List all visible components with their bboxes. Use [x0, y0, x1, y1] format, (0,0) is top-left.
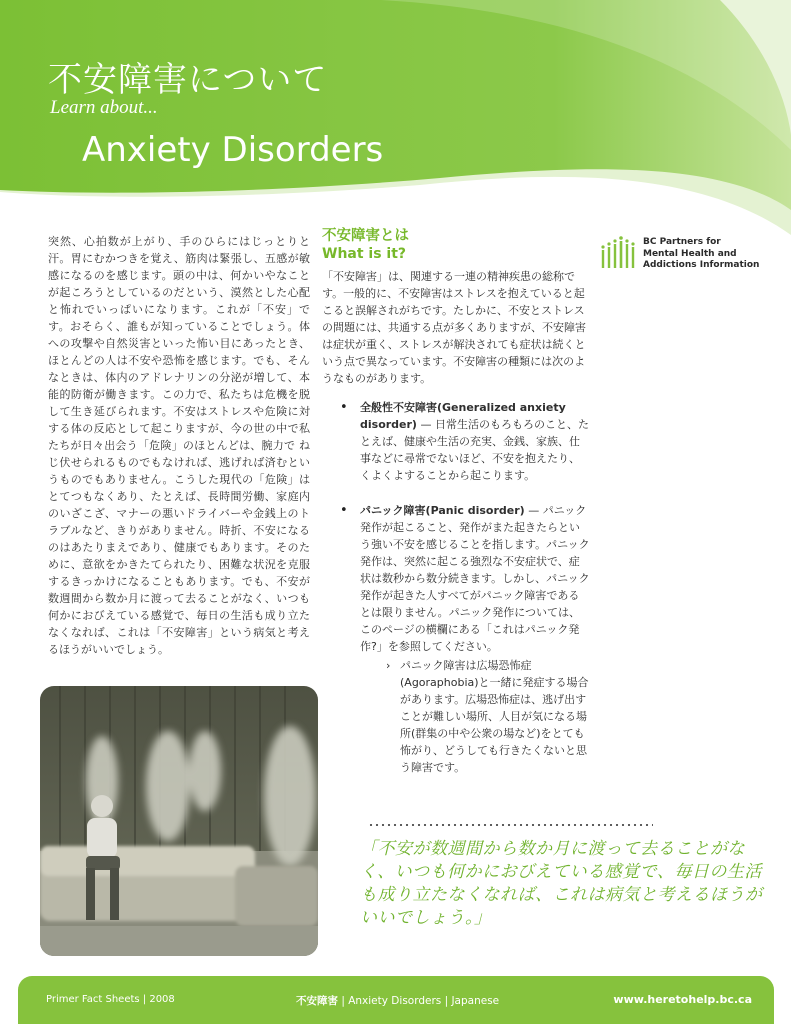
title-english: Anxiety Disorders	[82, 130, 384, 170]
disorder-list	[322, 399, 590, 776]
sub-list-item	[386, 657, 590, 776]
sub-item-text: パニック障害は広場恐怖症(Agoraphobia)と一緒に発症する場合があります。広場恐怖症は、逃げ出すことが難しい場所、人目が気になる場所(群集の中や公衆の場など)をとても怖がり、どうしても行きたくないと思う障害です。	[400, 659, 589, 774]
photo-blurred-crowd-seated-man	[40, 686, 318, 956]
photo-illustration	[40, 686, 318, 956]
bullet-term: パニック障害(Panic disorder)	[360, 504, 525, 517]
bc-partners-logo	[600, 233, 770, 273]
quote-divider	[368, 824, 653, 826]
section-title-japanese: 不安障害とは	[322, 227, 409, 244]
title-japanese: 不安障害について	[48, 60, 328, 100]
section-paragraph: 「不安障害」は、関連する一連の精神疾患の総称です。一般的に、不安障害はストレスを抱えていると起こると誤解されがちです。たしかに、不安とストレスの問題には、共通する点が多くありますが、不安障害は症状が重く、ストレスが解決されても症状は続くという点で異なっています。不安障害の種類には次のようなものがあります。	[322, 270, 586, 385]
people-figures-icon	[600, 233, 640, 273]
footer-series-label: Primer Fact Sheets | 2008	[46, 994, 175, 1005]
bullet-term: 全般性不安障害(Generalized anxiety disorder)	[360, 401, 566, 431]
pull-quote: 「不安が数週間から数か月に渡って去ることがなく、いつも何かにおびえている感覚で、毎日の生活も成り立たなくなれば、これは病気と考えるほうがいいでしょう。」	[360, 839, 763, 928]
learn-about-label: Learn about...	[50, 97, 158, 118]
bullet-desc: — パニック発作が起こること、発作がまた起きたらという強い不安を感じることを指します。パニック発作は、突然に起こる強烈な不安症状で、症状は数秒から数分続きます。しかし、パニック発作が起きた人すべてがパニック障害であるとは限りません。パニック発作については、このページの横欄にある「これはパニック発作?」を参照してください。	[360, 504, 590, 653]
list-item	[322, 399, 590, 484]
bullet-desc: — 日常生活のもろもろのこと、たとえば、健康や生活の充実、金銭、家族、仕事などに尋常でないほど、不安を抱えたり、くよくよすることから起こります。	[360, 418, 589, 482]
section-title-english: What is it?	[322, 246, 407, 262]
header-banner	[0, 0, 791, 240]
footer-bar	[18, 976, 774, 1024]
intro-paragraph: 突然、心拍数が上がり、手のひらにはじっとりと汗。胃にむかつきを覚え、筋肉は緊張し、五感が敏感になるのを感じます。頭の中は、何かいやなことが起ころうとしているのだという、漠然とした心配と怖れでいっぱいになります。これが「不安」です。おそらく、誰もが知っていることでしょう。体への攻撃や自然災害といった怖い目にあったとき、ほとんどの人は不安や恐怖を感じます。でも、そんなときは、体内のアドレナリンの分泌が増して、本能的防衛が働きます。この力で、私たちは危機を脱して生き延びられます。不安はストレスや危険に対する体の反応として起こりますが、今の世の中で私たちが日々出会う「危険」のほとんどは、腕力で ねじ伏せられるものでもなければ、逃げれば済むというものでもありません。こうした現代の「危険」はとてつもなくあり、たとえば、長時間労働、家庭内のいざこざ、マナーの悪いドライバーや金銭上のトラブルなど、きりがありません。時折、不安になるのはあたりまえであり、健康でもあります。そのために、意欲をかきたてられたり、困難な状況を克服するきっかけになることもあります。でも、不安が数週間から数か月に渡って去ることがなく、いつも何かにおびえている感覚で、毎日の生活も成り立たなくなれば、これは「不安障害」という病気と考えるほうがいいでしょう。	[48, 235, 310, 656]
list-item	[322, 502, 590, 776]
footer-title: 不安障害 | Anxiety Disorders | Japanese	[296, 995, 500, 1007]
logo-text: BC Partners for Mental Health and Addictions Information	[643, 237, 760, 270]
footer-website-link[interactable]: www.heretohelp.bc.ca	[613, 993, 752, 1006]
chevron-right-icon: ›	[386, 659, 391, 672]
what-is-it-section	[322, 227, 590, 776]
